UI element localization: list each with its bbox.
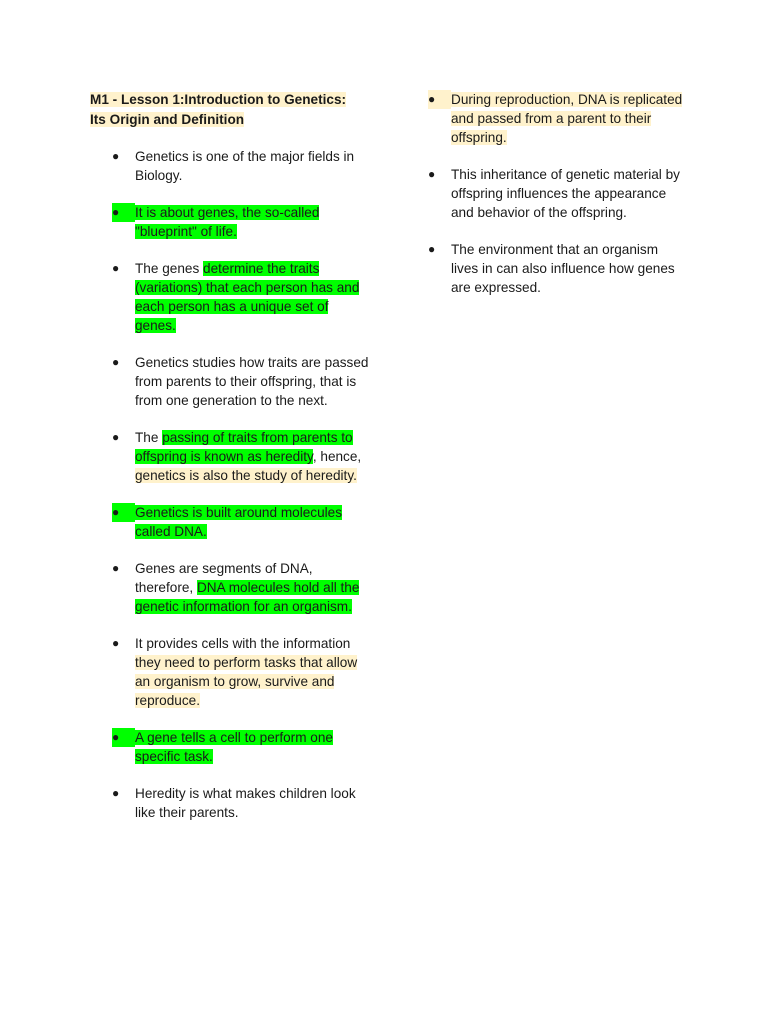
bullet-icon: ● <box>112 503 135 522</box>
list-item: ● The environment that an organism lives in can also influence how genes are expressed. <box>428 242 675 295</box>
right-column <box>428 90 688 315</box>
bullet-icon: ● <box>428 167 436 181</box>
left-column <box>90 90 370 840</box>
list-item: ● Heredity is what makes children look like their parents. <box>112 786 356 820</box>
bullet-icon: ● <box>112 355 120 369</box>
lesson-title-line-2: Its Origin and Definition <box>90 111 245 127</box>
left-bullet-list <box>90 147 370 822</box>
lesson-title <box>90 90 370 129</box>
list-item: ● Genes are segments of DNA, therefore, DNA molecules hold all the genetic information for an organism. <box>112 561 360 614</box>
bullet-icon: ● <box>112 561 120 575</box>
list-item: ● Genetics is one of the major fields in Biology. <box>112 149 355 183</box>
bullet-icon: ● <box>112 261 120 275</box>
bullet-icon: ● <box>112 728 135 747</box>
list-item: ● A gene tells a cell to perform one specific task. <box>112 730 333 764</box>
bullet-icon: ● <box>112 636 120 650</box>
bullet-icon: ● <box>112 430 120 444</box>
bullet-icon: ● <box>428 242 436 256</box>
bullet-icon: ● <box>112 149 120 163</box>
right-bullet-list <box>428 90 688 297</box>
bullet-icon: ● <box>112 203 135 222</box>
list-item: ● Genetics is built around molecules called DNA. <box>112 505 343 539</box>
list-item: ● The passing of traits from parents to offspring is known as heredity, hence, genetics is also the study of heredity. <box>112 430 362 483</box>
list-item: ● This inheritance of genetic material by offspring influences the appearance and behavior of the offspring. <box>428 167 680 220</box>
list-item: ● It is about genes, the so-called "blueprint" of life. <box>112 205 320 239</box>
bullet-icon: ● <box>112 786 120 800</box>
bullet-icon: ● <box>428 90 451 109</box>
list-item: ● It provides cells with the information they need to perform tasks that allow an organism to grow, survive and reproduce. <box>112 636 358 708</box>
lesson-title-line-1: M1 - Lesson 1:Introduction to Genetics: <box>90 92 347 107</box>
list-item: ● The genes determine the traits (variations) that each person has and each person has a unique set of genes. <box>112 261 360 333</box>
list-item: ● Genetics studies how traits are passed from parents to their offspring, that is from one generation to the next. <box>112 355 369 408</box>
list-item: ● During reproduction, DNA is replicated and passed from a parent to their offspring. <box>428 92 683 145</box>
